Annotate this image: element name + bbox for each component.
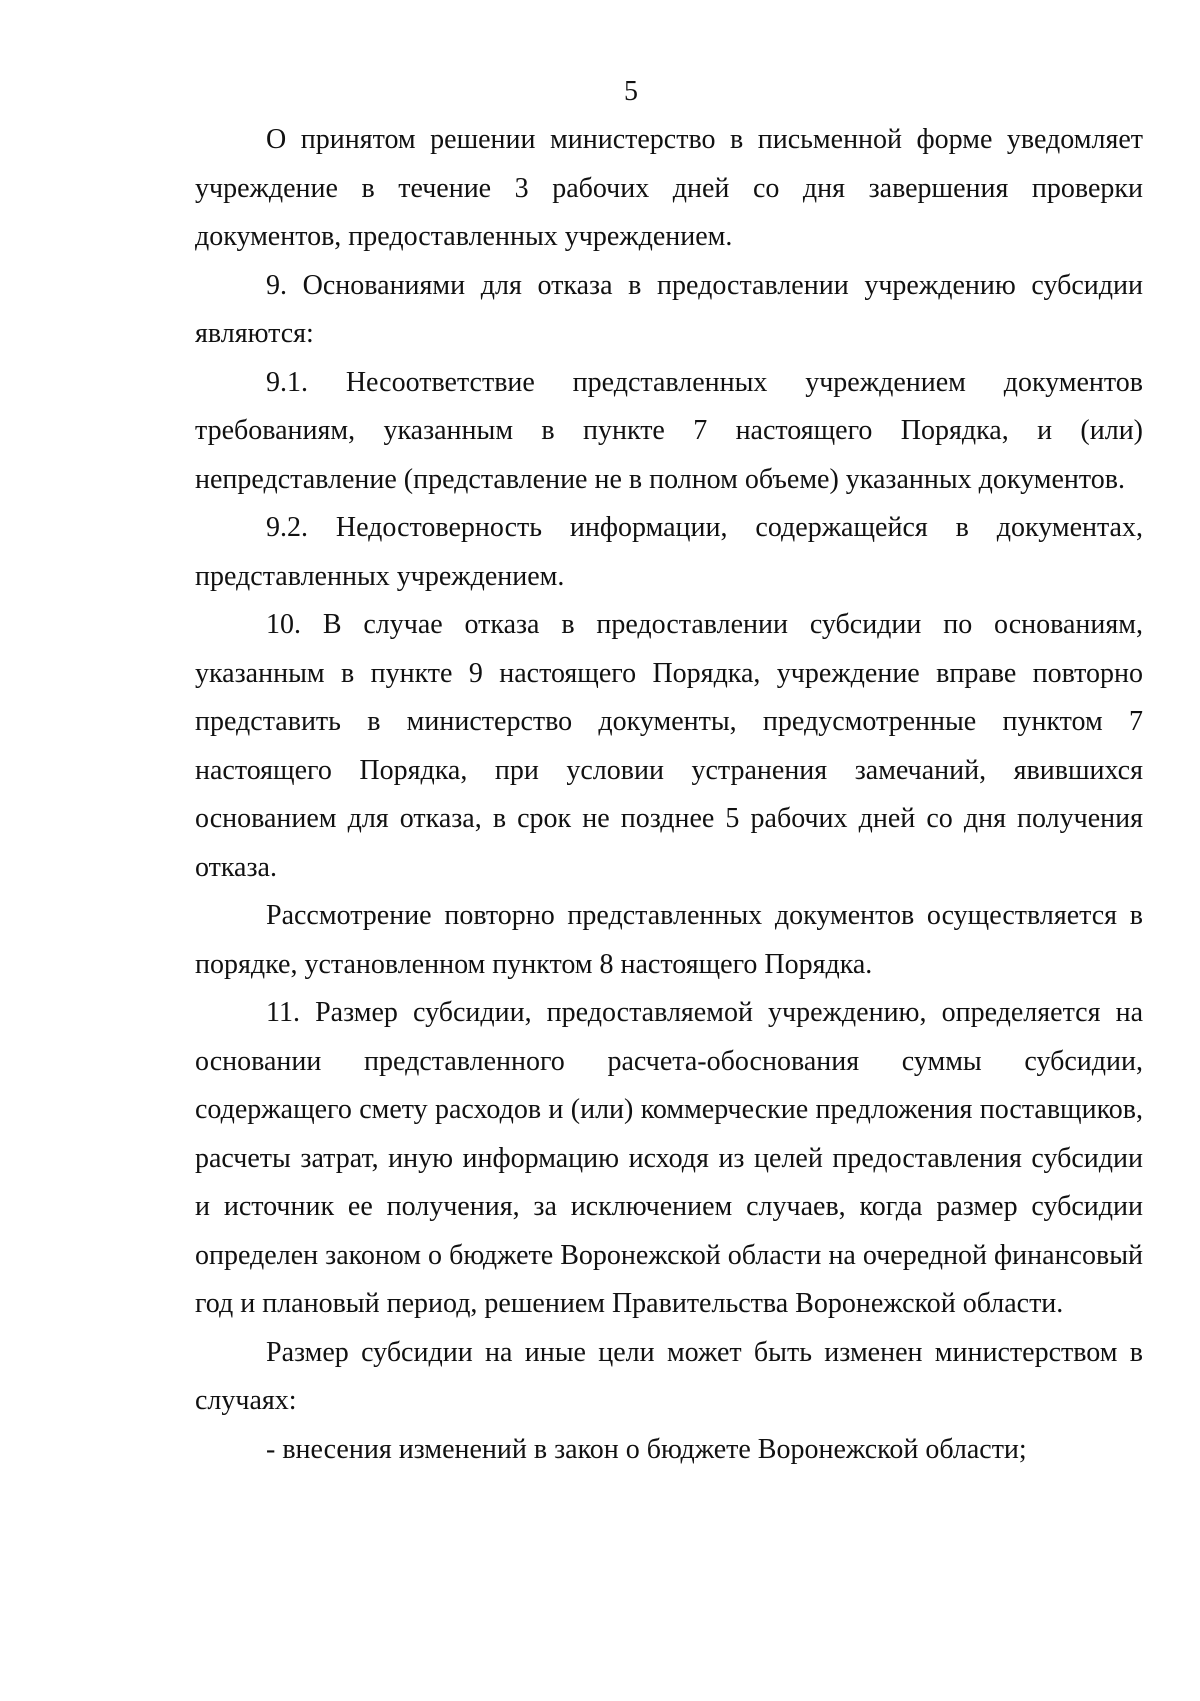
paragraph-9-2: 9.2. Недостоверность информации, содержащейся в документах, представленных учреждением.: [195, 512, 1143, 592]
paragraph-notification: О принятом решении министерство в письменной форме уведомляет учреждение в течение 3 рабочих дней со дня завершения проверки документов, предоставленных учреждением.: [195, 124, 1143, 252]
paragraph-10: 10. В случае отказа в предоставлении субсидии по основаниям, указанным в пункте 9 настоящего Порядка, учреждение вправе повторно представить в министерство документы, предусмотренные пунктом 7 настоящего Порядка, при условии устранения замечаний, явившихся основанием для отказа, в срок не позднее 5 рабочих дней со дня получения отказа.: [195, 609, 1143, 883]
paragraph-11: 11. Размер субсидии, предоставляемой учреждению, определяется на основании представленного расчета-обоснования суммы субсидии, содержащего смету расходов и (или) коммерческие предложения поставщиков, расчеты затрат, иную информацию исходя из целей предоставления субсидии и источник ее получения, за исключением случаев, когда размер субсидии определен законом о бюджете Воронежской области на очередной финансовый год и плановый период, решением Правительства Воронежской области.: [195, 997, 1143, 1319]
document-body: [195, 116, 1143, 1474]
paragraph-resubmission-review: Рассмотрение повторно представленных документов осуществляется в порядке, установленном пунктом 8 настоящего Порядка.: [195, 900, 1143, 980]
paragraph-9-refusal-grounds: 9. Основаниями для отказа в предоставлении учреждению субсидии являются:: [195, 269, 1143, 349]
paragraph-9-1: 9.1. Несоответствие представленных учреждением документов требованиям, указанным в пункте 7 настоящего Порядка, и (или) непредставление (представление не в полном объеме) указанных документов.: [195, 366, 1143, 495]
paragraph-subsidy-change: Размер субсидии на иные цели может быть изменен министерством в случаях:: [195, 1336, 1143, 1416]
page-number: 5: [624, 76, 638, 107]
list-item-budget-law-changes: - внесения изменений в закон о бюджете Воронежской области;: [266, 1433, 1027, 1465]
